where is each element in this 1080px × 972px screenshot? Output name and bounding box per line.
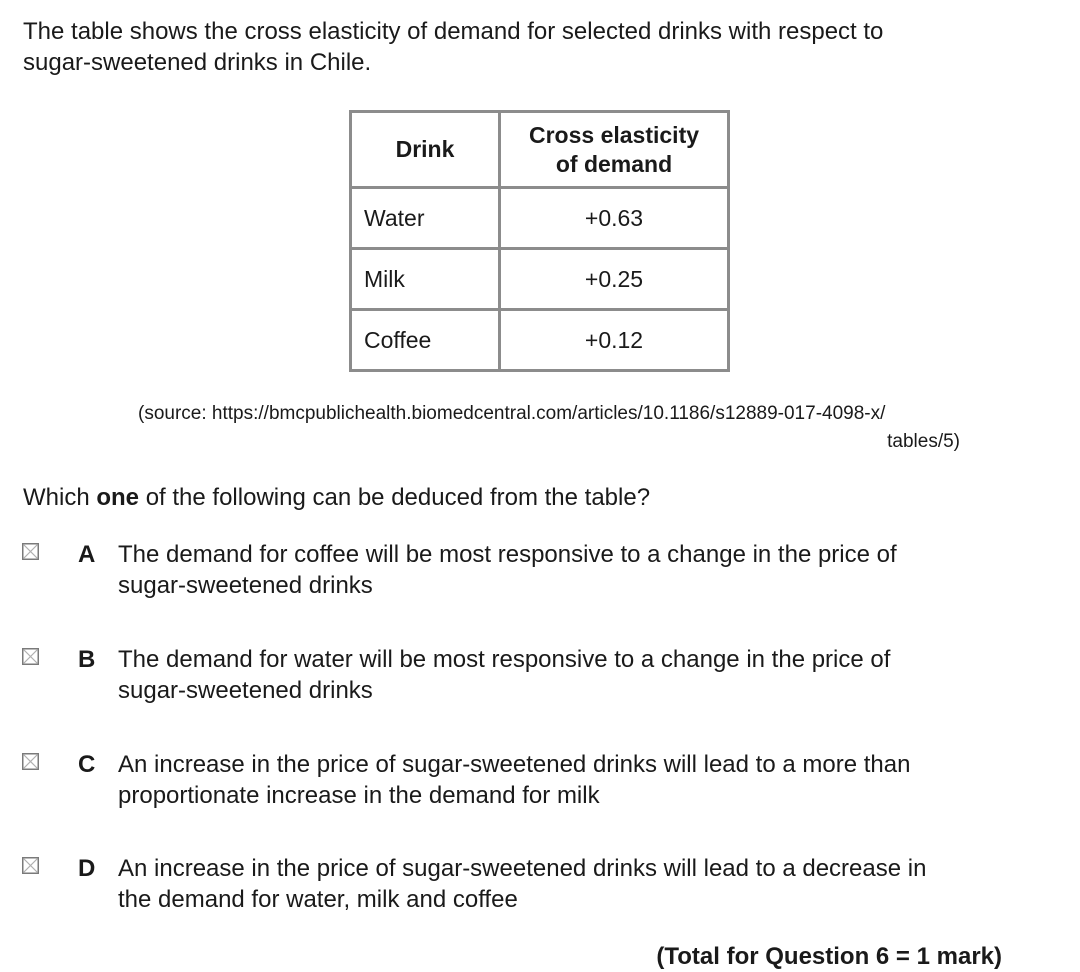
value-cell: +0.25 [500, 249, 729, 310]
value-cell: +0.12 [500, 310, 729, 371]
option-text: The demand for water will be most responsive to a change in the price of sugar-sweetened drinks [118, 646, 891, 704]
question-emphasis: one [96, 484, 140, 511]
source-citation [138, 400, 960, 456]
option-text: An increase in the price of sugar-sweetened drinks will lead to a more than proportionate increase in the demand for milk [118, 751, 911, 809]
checkbox-icon[interactable] [22, 543, 39, 560]
table-header-row [351, 112, 729, 188]
drink-cell: Water [351, 188, 500, 249]
header-cross-elasticity [500, 112, 729, 188]
question-prompt: Which one of the following can be deduced from the table? [23, 484, 651, 511]
option-text: The demand for coffee will be most responsive to a change in the price of sugar-sweetened drinks [118, 541, 897, 599]
question-total-marks: (Total for Question 6 = 1 mark) [656, 943, 1002, 970]
checkbox-icon[interactable] [22, 648, 39, 665]
intro-line-2: sugar-sweetened drinks in Chile. [23, 49, 372, 76]
option-letter: C [78, 751, 96, 778]
table-row [351, 188, 729, 249]
source-line-1: (source: https://bmcpublichealth.biomedcentral.com/articles/10.1186/s12889-017-4098-x/ [138, 403, 886, 424]
header-ced-line-1: Cross elasticity [528, 121, 700, 148]
table-row [351, 310, 729, 371]
header-ced-line-2: of demand [555, 150, 673, 177]
header-drink: Drink [351, 112, 500, 188]
checkbox-icon[interactable] [22, 753, 39, 770]
intro-line-1: The table shows the cross elasticity of demand for selected drinks with respect to [23, 18, 884, 45]
checkbox-icon[interactable] [22, 857, 39, 874]
value-cell: +0.63 [500, 188, 729, 249]
option-letter: D [78, 855, 96, 882]
option-text: An increase in the price of sugar-sweetened drinks will lead to a decrease in the demand for water, milk and coffee [118, 855, 927, 913]
drink-cell: Milk [351, 249, 500, 310]
source-line-2: tables/5) [887, 431, 960, 452]
option-letter: B [78, 646, 96, 673]
intro-text [23, 16, 1023, 78]
drink-cell: Coffee [351, 310, 500, 371]
table-row [351, 249, 729, 310]
elasticity-table [349, 110, 730, 372]
option-letter: A [78, 541, 96, 568]
